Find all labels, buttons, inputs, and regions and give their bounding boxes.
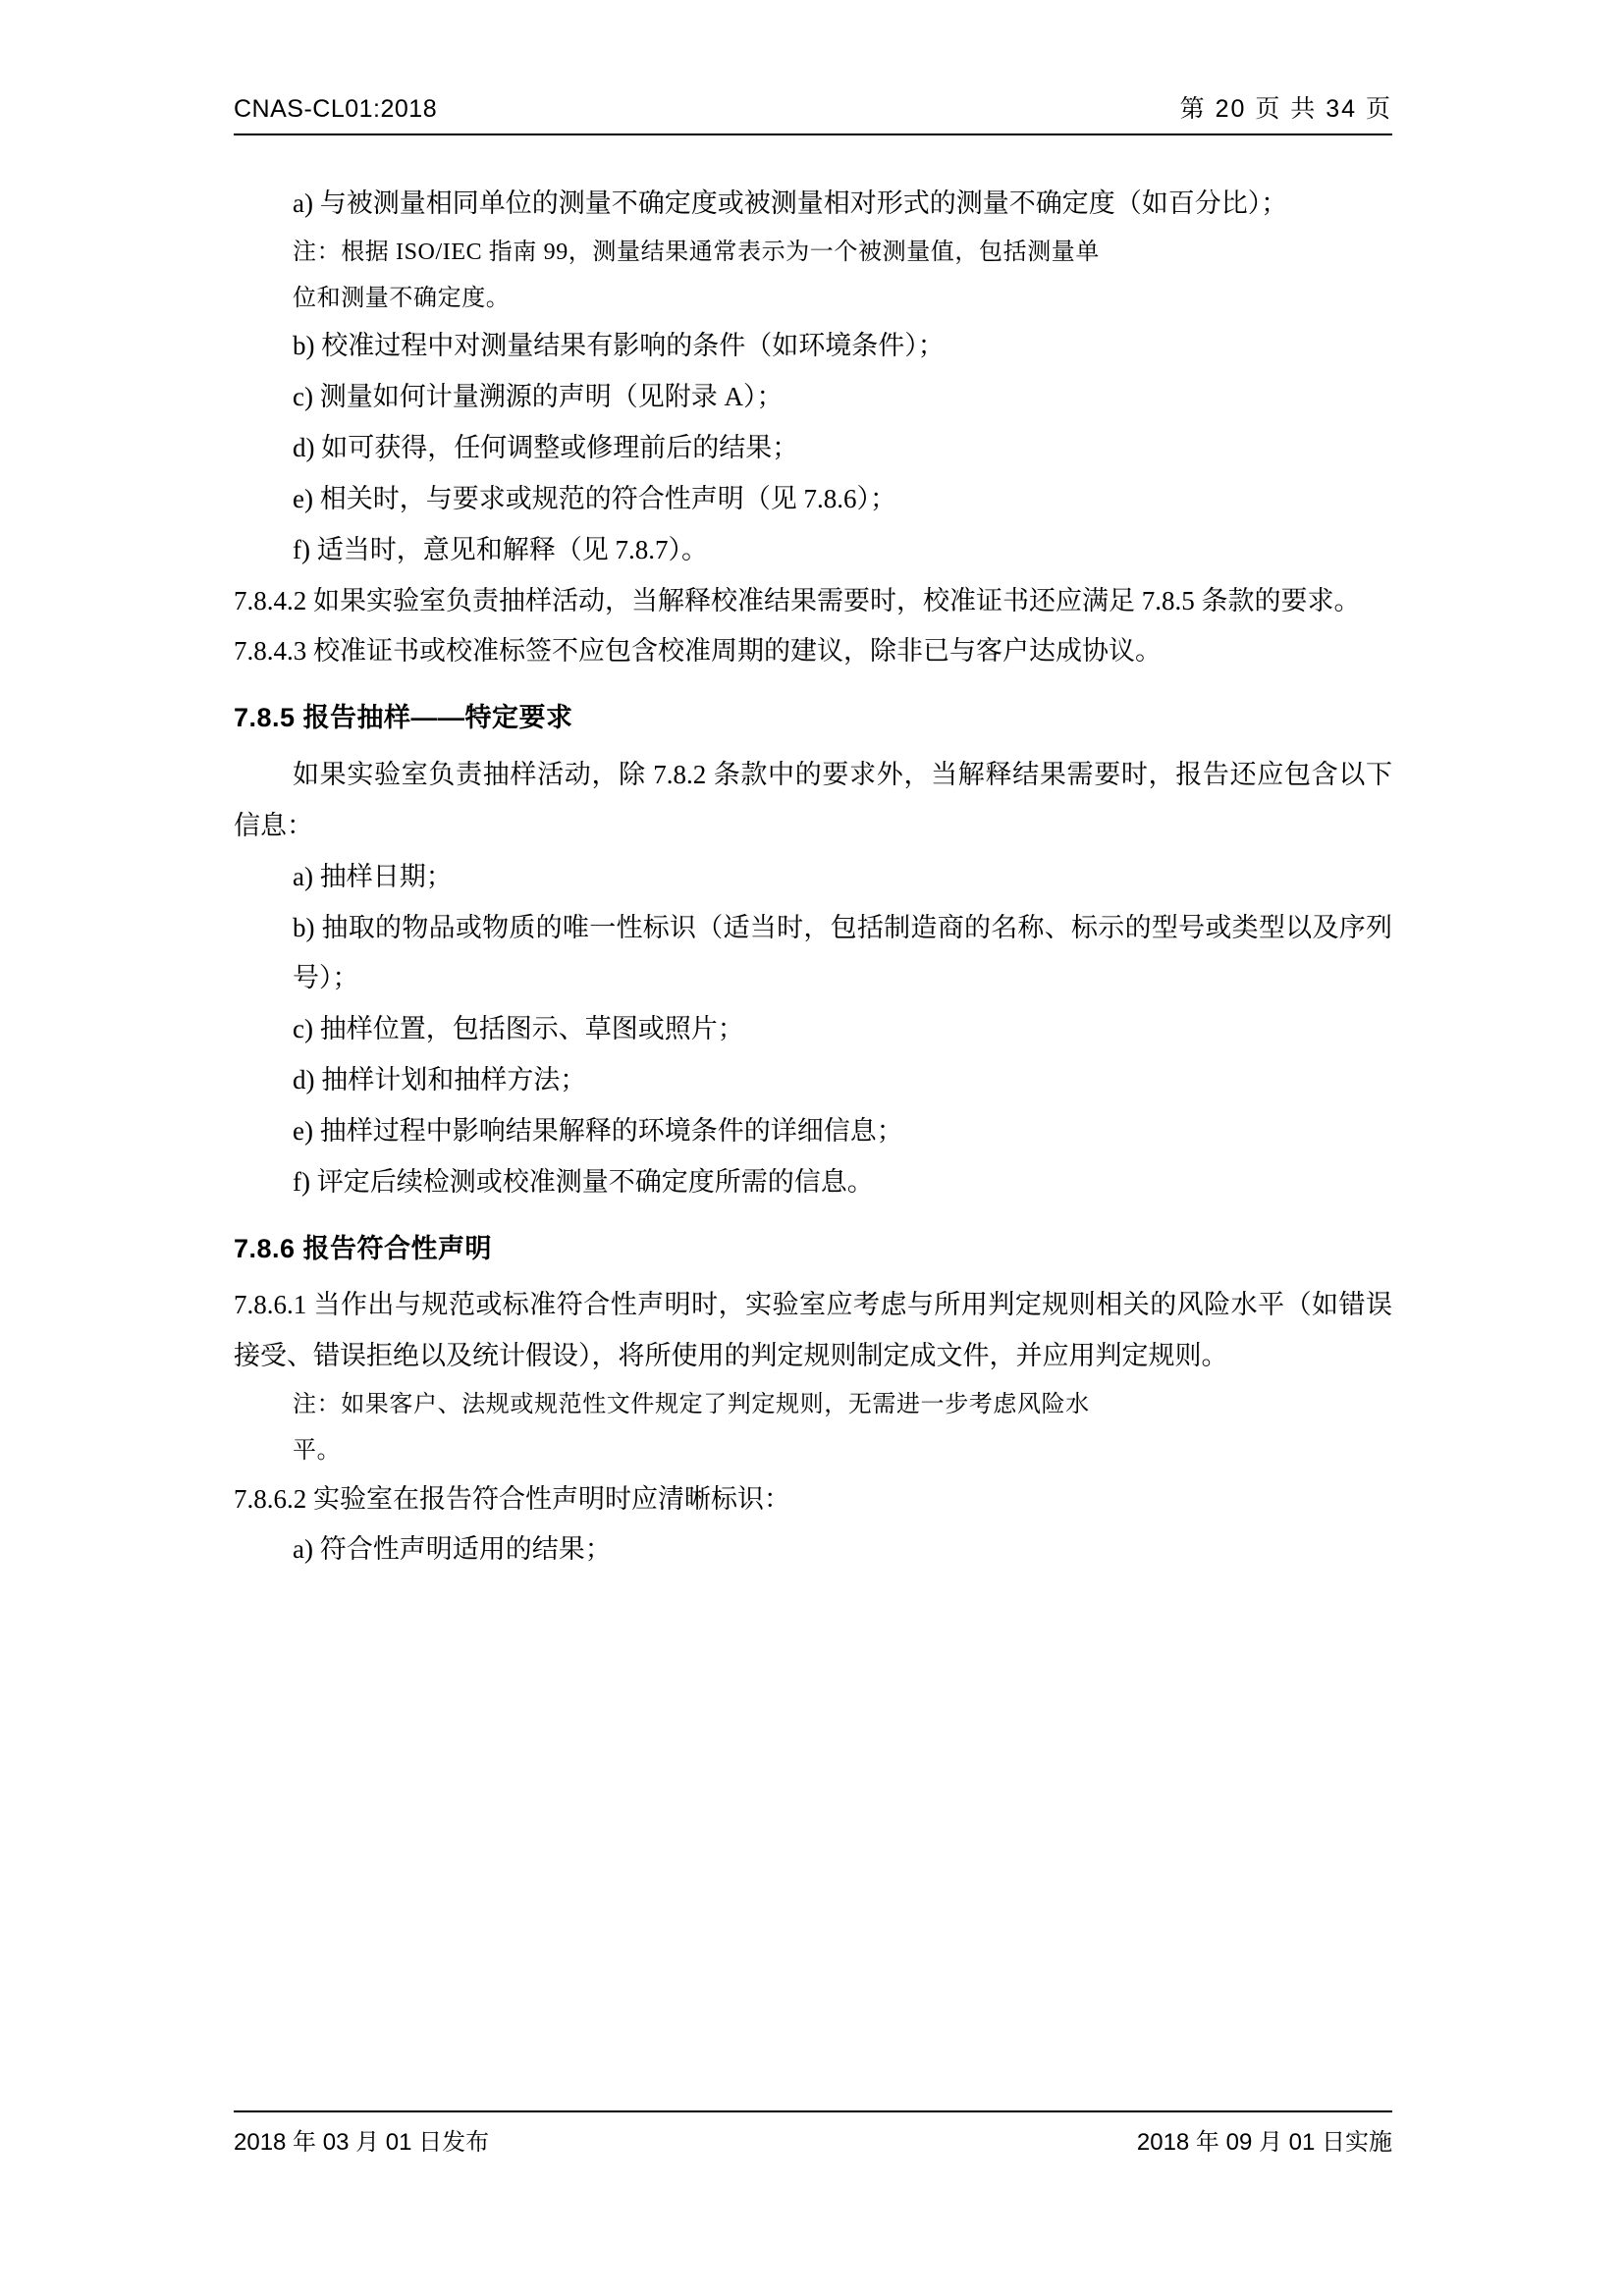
- heading-7-8-5: 7.8.5 报告抽样——特定要求: [234, 703, 573, 733]
- list-item-f: f) 适当时，意见和解释（见 7.8.7）。: [293, 534, 708, 564]
- clause-7-8-4-3: 7.8.4.3 校准证书或校准标签不应包含校准周期的建议，除非已与客户达成协议。: [234, 636, 1162, 667]
- sampling-item-c: c) 抽样位置，包括图示、草图或照片；: [293, 1014, 744, 1044]
- issue-date: 2018 年 03 月 01 日发布: [234, 2129, 490, 2156]
- note-paragraph-2: [234, 1382, 1392, 1474]
- document-body: [234, 179, 1392, 1575]
- clause-7-8-6-1: 7.8.6.1 当作出与规范或标准符合性声明时，实验室应考虑与所用判定规则相关的风险水平（如错误接受、错误拒绝以及统计假设），将所使用的判定规则制定成文件，并应用判定规则。: [234, 1290, 1392, 1371]
- heading-7-8-6: 7.8.6 报告符合性声明: [234, 1233, 493, 1263]
- page-header: [234, 94, 1392, 135]
- note-paragraph-1: [234, 230, 1392, 322]
- note-2-line-2: 平。: [293, 1437, 342, 1464]
- document-id: CNAS-CL01:2018: [234, 95, 438, 123]
- page-content: [234, 94, 1392, 1575]
- list-item-c: c) 测量如何计量溯源的声明（见附录 A）；: [293, 382, 784, 412]
- sampling-item-a: a) 抽样日期；: [293, 861, 453, 891]
- list-item-d: d) 如可获得，任何调整或修理前后的结果；: [293, 433, 799, 463]
- page-number: 第 20 页 共 34 页: [1179, 95, 1392, 123]
- paragraph-7-8-5: 如果实验室负责抽样活动，除 7.8.2 条款中的要求外，当解释结果需要时，报告还应包含以下信息：: [234, 760, 1392, 840]
- list-item-b: b) 校准过程中对测量结果有影响的条件（如环境条件）；: [293, 331, 945, 361]
- note-2-line-1: 注：如果客户、法规或规范性文件规定了判定规则，无需进一步考虑风险水: [293, 1391, 1090, 1417]
- conformity-item-a: a) 符合性声明适用的结果；: [293, 1534, 612, 1565]
- note-line-1: 注：根据 ISO/IEC 指南 99，测量结果通常表示为一个被测量值，包括测量单: [293, 239, 1100, 265]
- note-line-2: 位和测量不确定度。: [293, 285, 511, 311]
- clause-7-8-6-2: 7.8.6.2 实验室在报告符合性声明时应清晰标识：: [234, 1483, 790, 1514]
- page-footer: [234, 2110, 1392, 2157]
- clause-7-8-4-2: 7.8.4.2 如果实验室负责抽样活动，当解释校准结果需要时，校准证书还应满足 7.8.5 条款的要求。: [234, 585, 1361, 615]
- sampling-item-d: d) 抽样计划和抽样方法；: [293, 1065, 587, 1095]
- sampling-item-b: b) 抽取的物品或物质的唯一性标识（适当时，包括制造商的名称、标示的型号或类型以及序列号）；: [293, 912, 1392, 993]
- list-item-e: e) 相关时，与要求或规范的符合性声明（见 7.8.6）；: [293, 483, 896, 513]
- list-item-a: a) 与被测量相同单位的测量不确定度或被测量相对形式的测量不确定度（如百分比）；: [293, 188, 1288, 218]
- effective-date: 2018 年 09 月 01 日实施: [1136, 2129, 1392, 2156]
- sampling-item-e: e) 抽样过程中影响结果解释的环境条件的详细信息；: [293, 1115, 903, 1146]
- sampling-item-f: f) 评定后续检测或校准测量不确定度所需的信息。: [293, 1166, 874, 1197]
